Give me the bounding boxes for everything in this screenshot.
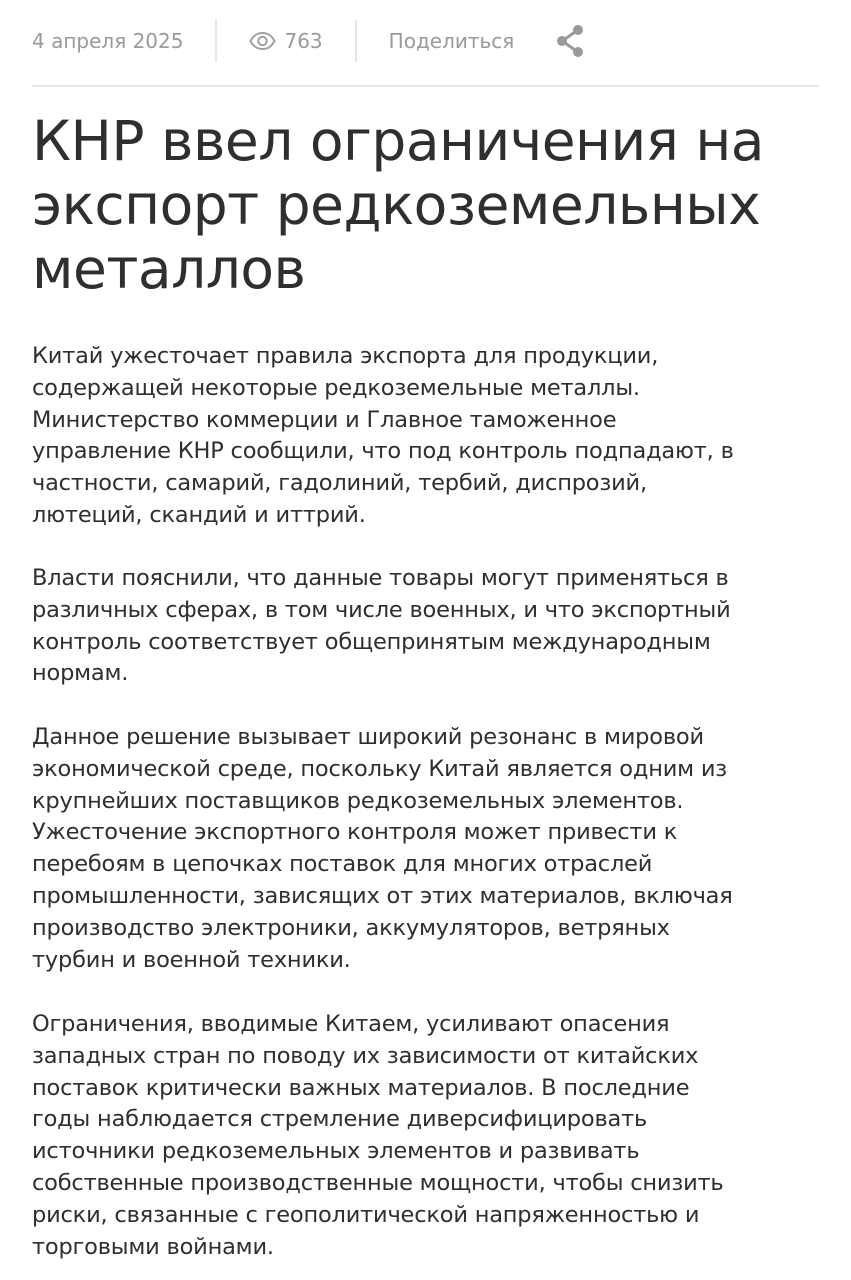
share-icon[interactable]	[554, 24, 586, 58]
publish-date: 4 апреля 2025	[32, 29, 184, 53]
eye-icon	[249, 32, 276, 50]
article-paragraph: Китай ужесточает правила экспорта для продукции, содержащей некоторые редкоземельные металлы. Министерство коммерции и Главное таможенное управление КНР сообщили, что под контроль подпадают, в частности, самарий, гадолиний, тербий, диспрозий, лютеций, скандий и иттрий.	[32, 343, 734, 528]
share-label[interactable]: Поделиться	[388, 29, 515, 53]
article-meta-bar	[32, 18, 819, 64]
article-title: КНР ввел ограничения на экспорт редкоземельных металлов	[32, 109, 764, 301]
share-button[interactable]	[357, 24, 587, 58]
article-paragraph: Ограничения, вводимые Китаем, усиливают опасения западных стран по поводу их зависимости от китайских поставок критически важных материалов. В последние годы наблюдается стремление диверсифицировать источники редкоземельных элементов и развивать собственные производственные мощности, чтобы снизить риски, связанные с геополитической напряженностью и торговыми войнами.	[32, 1011, 724, 1260]
view-count	[217, 29, 354, 53]
article-paragraph: Данное решение вызывает широкий резонанс в мировой экономической среде, поскольку Китай является одним из крупнейших поставщиков редкоземельных элементов. Ужесточение экспортного контроля может привести к перебоям в цепочках поставок для многих отраслей промышленности, зависящих от этих материалов, включая производство электроники, аккумуляторов, ветряных турбин и военной техники.	[32, 724, 733, 973]
article-paragraph: Власти пояснили, что данные товары могут применяться в различных сферах, в том числе военных, и что экспортный контроль соответствует общепринятым международным нормам.	[32, 565, 731, 687]
header-divider	[32, 85, 819, 87]
view-count-value: 763	[284, 29, 323, 53]
